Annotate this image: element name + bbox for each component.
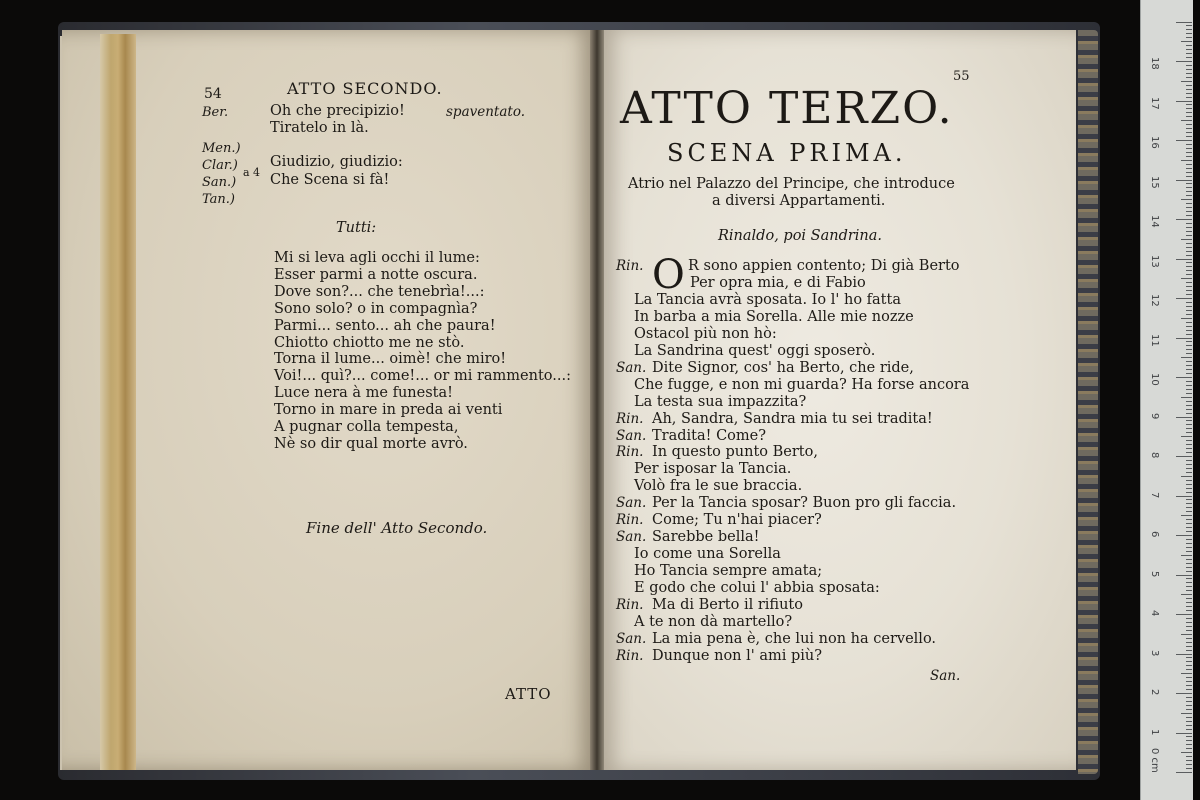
ruler-tick bbox=[1186, 37, 1192, 38]
ruler-tick bbox=[1176, 140, 1192, 141]
dialogue-line: La mia pena è, che lui non ha cervello. bbox=[652, 630, 937, 647]
ruler-tick bbox=[1186, 73, 1192, 74]
ruler-tick bbox=[1176, 772, 1192, 773]
ruler-tick bbox=[1186, 183, 1192, 184]
verse-line: A pugnar colla tempesta, bbox=[274, 419, 459, 435]
ruler-tick bbox=[1186, 270, 1192, 271]
ruler-tick bbox=[1186, 172, 1192, 173]
ruler-tick bbox=[1186, 488, 1192, 489]
act-title: ATTO TERZO. bbox=[620, 83, 954, 134]
ruler-tick bbox=[1186, 187, 1192, 188]
left-running-head: ATTO SECONDO. bbox=[287, 79, 443, 98]
ruler-number: 10 bbox=[1149, 373, 1160, 386]
ruler-tick bbox=[1186, 650, 1192, 651]
dialogue-speaker: Rin. bbox=[616, 647, 644, 664]
ruler-tick bbox=[1186, 405, 1192, 406]
ruler-number: 4 bbox=[1149, 610, 1160, 617]
ruler-tick bbox=[1186, 168, 1192, 169]
ruler-tick bbox=[1186, 274, 1192, 275]
verse-line: Parmi... sento... ah che paura! bbox=[274, 317, 496, 334]
ruler-tick bbox=[1186, 523, 1192, 524]
ruler-tick bbox=[1186, 247, 1192, 248]
ruler-tick bbox=[1186, 681, 1192, 682]
ruler-tick bbox=[1186, 468, 1192, 469]
drop-cap: O bbox=[652, 252, 685, 298]
ruler-tick bbox=[1186, 444, 1192, 445]
ruler-tick bbox=[1186, 460, 1192, 461]
dialogue-speaker: San. bbox=[616, 495, 647, 512]
ruler-tick bbox=[1186, 492, 1192, 493]
ruler-tick bbox=[1181, 357, 1192, 358]
ruler-tick bbox=[1181, 476, 1192, 477]
ruler-unit-label: 0 cm bbox=[1149, 748, 1160, 773]
ruler-tick bbox=[1186, 322, 1192, 323]
ruler-tick bbox=[1186, 255, 1192, 256]
ruler-tick bbox=[1176, 575, 1192, 576]
ruler-tick bbox=[1181, 673, 1192, 674]
ruler-tick bbox=[1186, 428, 1192, 429]
ruler-tick bbox=[1186, 661, 1192, 662]
dialogue-line: Io come una Sorella bbox=[634, 546, 781, 563]
dialogue-line: La testa sua impazzita? bbox=[634, 393, 807, 410]
ruler-tick bbox=[1186, 290, 1192, 291]
ruler-tick bbox=[1186, 551, 1192, 552]
ruler-tick bbox=[1186, 511, 1192, 512]
ruler-tick bbox=[1186, 266, 1192, 267]
ruler-tick bbox=[1186, 725, 1192, 726]
ruler-tick bbox=[1186, 294, 1192, 295]
ruler-tick bbox=[1186, 638, 1192, 639]
setting-line-1: Atrio nel Palazzo del Principe, che introduce bbox=[628, 176, 955, 192]
ruler-tick bbox=[1186, 657, 1192, 658]
ruler-tick bbox=[1186, 235, 1192, 236]
ruler-tick bbox=[1186, 215, 1192, 216]
ruler-tick bbox=[1186, 677, 1192, 678]
ruler-tick bbox=[1186, 424, 1192, 425]
ruler-tick bbox=[1176, 298, 1192, 299]
ruler-tick bbox=[1186, 124, 1192, 125]
ruler-tick bbox=[1181, 634, 1192, 635]
speaker-tan: Tan.) bbox=[202, 192, 235, 207]
ruler-tick bbox=[1186, 326, 1192, 327]
ruler-tick bbox=[1186, 29, 1192, 30]
chorus-line-2: Che Scena si fà! bbox=[270, 172, 390, 188]
ruler-tick bbox=[1186, 626, 1192, 627]
ruler-tick bbox=[1186, 744, 1192, 745]
ruler-tick bbox=[1176, 101, 1192, 102]
ruler-tick bbox=[1186, 25, 1192, 26]
ruler-number: 15 bbox=[1149, 175, 1160, 189]
chorus-line-1: Giudizio, giudizio: bbox=[270, 154, 403, 170]
ruler-tick bbox=[1186, 559, 1192, 560]
ruler-tick bbox=[1186, 223, 1192, 224]
dialogue-line: Ho Tancia sempre amata; bbox=[634, 563, 823, 580]
ruler-tick bbox=[1176, 180, 1192, 181]
ruler-tick bbox=[1181, 713, 1192, 714]
ruler-number: 14 bbox=[1149, 215, 1160, 228]
a4-mark: a 4 bbox=[243, 166, 261, 179]
left-page-fore-edge bbox=[100, 34, 136, 770]
ruler-tick bbox=[1181, 397, 1192, 398]
verse-line: Luce nera à me funesta! bbox=[274, 385, 453, 402]
ruler-tick bbox=[1176, 61, 1192, 62]
setting-line-2: a diversi Appartamenti. bbox=[712, 193, 886, 209]
ruler-number: 6 bbox=[1149, 531, 1160, 538]
verse-line: Chiotto chiotto me ne stò. bbox=[274, 334, 465, 351]
dialogue-speaker: Rin. bbox=[616, 444, 644, 461]
book-gutter bbox=[590, 30, 604, 770]
ruler-tick bbox=[1186, 760, 1192, 761]
left-catchword: ATTO bbox=[505, 685, 552, 703]
dialogue-line: Che fugge, e non mi guarda? Ha forse ancora bbox=[634, 376, 970, 393]
ruler-tick bbox=[1186, 108, 1192, 109]
ruler-tick bbox=[1181, 752, 1192, 753]
ruler-tick bbox=[1186, 389, 1192, 390]
ruler-tick bbox=[1181, 239, 1192, 240]
speaker-men: Men.) bbox=[202, 141, 241, 156]
ruler-tick bbox=[1186, 97, 1192, 98]
ruler-tick bbox=[1181, 41, 1192, 42]
ruler-tick bbox=[1186, 531, 1192, 532]
ruler-tick bbox=[1186, 709, 1192, 710]
ruler-tick bbox=[1186, 152, 1192, 153]
line-tiratelo: Tiratelo in là. bbox=[270, 120, 369, 136]
ruler-tick bbox=[1186, 353, 1192, 354]
ruler-tick bbox=[1186, 334, 1192, 335]
ruler-tick bbox=[1186, 432, 1192, 433]
dialogue-line: Per opra mia, e di Fabio bbox=[690, 274, 866, 291]
ruler-tick bbox=[1186, 116, 1192, 117]
ruler-tick bbox=[1186, 582, 1192, 583]
ruler-tick bbox=[1186, 148, 1192, 149]
verse-line: Sono solo? o in compagnìa? bbox=[274, 300, 478, 317]
ruler-tick bbox=[1186, 77, 1192, 78]
ruler-tick bbox=[1186, 736, 1192, 737]
ruler-tick bbox=[1186, 563, 1192, 564]
ruler-tick bbox=[1186, 748, 1192, 749]
ruler-tick bbox=[1186, 602, 1192, 603]
ruler-tick bbox=[1186, 543, 1192, 544]
ruler-tick bbox=[1186, 689, 1192, 690]
ruler-tick bbox=[1176, 377, 1192, 378]
ruler-tick bbox=[1186, 519, 1192, 520]
ruler-tick bbox=[1181, 199, 1192, 200]
dialogue-line: Ma di Berto il rifiuto bbox=[652, 597, 803, 613]
verse-line: Torno in mare in preda ai venti bbox=[274, 402, 503, 419]
ruler-tick bbox=[1181, 594, 1192, 595]
cover-marbled-edge bbox=[1078, 30, 1098, 774]
ruler-number: 17 bbox=[1149, 96, 1160, 110]
ruler-tick bbox=[1186, 665, 1192, 666]
ruler-tick bbox=[1186, 472, 1192, 473]
scene-title: SCENA PRIMA. bbox=[667, 139, 907, 167]
ruler-tick bbox=[1186, 227, 1192, 228]
dialogue-line: E godo che colui l' abbia sposata: bbox=[634, 580, 880, 597]
dialogue-speaker: San. bbox=[616, 630, 647, 647]
ruler-tick bbox=[1186, 306, 1192, 307]
ruler-tick bbox=[1186, 539, 1192, 540]
ruler-tick bbox=[1186, 622, 1192, 623]
verse-line: Torna il lume... oimè! che miro! bbox=[274, 351, 507, 368]
ruler-tick bbox=[1181, 436, 1192, 437]
ruler-tick bbox=[1186, 310, 1192, 311]
verse-line: Dove son?... che tenebrìa!...: bbox=[274, 283, 485, 300]
ruler-number: 12 bbox=[1149, 294, 1160, 307]
ruler-tick bbox=[1186, 606, 1192, 607]
ruler-tick bbox=[1181, 318, 1192, 319]
ruler-tick bbox=[1186, 282, 1192, 283]
dialogue-line: Per la Tancia sposar? Buon pro gli faccia. bbox=[652, 495, 957, 512]
ruler-tick bbox=[1186, 480, 1192, 481]
ruler-tick bbox=[1186, 349, 1192, 350]
right-catchword: San. bbox=[930, 668, 961, 684]
ruler-tick bbox=[1186, 413, 1192, 414]
ruler-tick bbox=[1186, 618, 1192, 619]
ruler-tick bbox=[1186, 156, 1192, 157]
ruler-tick bbox=[1186, 452, 1192, 453]
dialogue-line: Dite Signor, cos' ha Berto, che ride, bbox=[652, 359, 914, 376]
ruler-tick bbox=[1181, 160, 1192, 161]
ruler-tick bbox=[1186, 484, 1192, 485]
ruler-tick bbox=[1186, 128, 1192, 129]
ruler-tick bbox=[1186, 132, 1192, 133]
ruler-tick bbox=[1181, 555, 1192, 556]
ruler-tick bbox=[1186, 49, 1192, 50]
ruler-tick bbox=[1186, 768, 1192, 769]
stage-direction: spaventato. bbox=[446, 104, 526, 120]
ruler-tick bbox=[1186, 112, 1192, 113]
dialogue-line: In barba a mia Sorella. Alle mie nozze bbox=[634, 308, 914, 325]
dialogue-line: Dunque non l' ami più? bbox=[652, 647, 823, 664]
ruler-tick bbox=[1186, 669, 1192, 670]
ruler-tick bbox=[1186, 507, 1192, 508]
ruler-tick bbox=[1186, 756, 1192, 757]
ruler-tick bbox=[1186, 401, 1192, 402]
verse-line: Voi!... quì?... come!... or mi rammento...: bbox=[274, 368, 571, 385]
left-page-number: 54 bbox=[204, 86, 222, 102]
ruler-tick bbox=[1186, 385, 1192, 386]
ruler-tick bbox=[1186, 369, 1192, 370]
ruler-tick bbox=[1176, 693, 1192, 694]
ruler-tick bbox=[1176, 22, 1192, 23]
ruler-tick bbox=[1186, 646, 1192, 647]
ruler-tick bbox=[1186, 203, 1192, 204]
ruler-tick bbox=[1186, 610, 1192, 611]
dialogue-speaker: Rin. bbox=[616, 512, 644, 529]
dialogue-line: Ostacol più non hò: bbox=[634, 325, 777, 342]
ruler-tick bbox=[1186, 57, 1192, 58]
ruler-tick bbox=[1186, 499, 1192, 500]
ruler-tick bbox=[1186, 527, 1192, 528]
dialogue-line: Tradita! Come? bbox=[652, 427, 767, 444]
ruler-tick bbox=[1186, 330, 1192, 331]
ruler-tick bbox=[1186, 251, 1192, 252]
speaker-ber: Ber. bbox=[202, 105, 229, 120]
fine-atto-secondo: Fine dell' Atto Secondo. bbox=[306, 519, 488, 537]
ruler-tick bbox=[1186, 164, 1192, 165]
ruler-number: 3 bbox=[1149, 649, 1160, 656]
ruler-tick bbox=[1186, 93, 1192, 94]
characters-line: Rinaldo, poi Sandrina. bbox=[718, 228, 883, 244]
ruler-tick bbox=[1186, 104, 1192, 105]
ruler-tick bbox=[1186, 393, 1192, 394]
ruler-tick bbox=[1186, 547, 1192, 548]
ruler-tick bbox=[1176, 259, 1192, 260]
dialogue-line: R sono appien contento; Di già Berto bbox=[688, 258, 960, 274]
ruler-tick bbox=[1186, 721, 1192, 722]
right-page-number: 55 bbox=[953, 69, 970, 84]
ruler-tick bbox=[1186, 567, 1192, 568]
ruler-tick bbox=[1176, 219, 1192, 220]
ruler-tick bbox=[1186, 53, 1192, 54]
tutti-heading: Tutti: bbox=[336, 220, 377, 236]
ruler-tick bbox=[1176, 456, 1192, 457]
verse-line: Esser parmi a notte oscura. bbox=[274, 266, 478, 283]
ruler-number: 13 bbox=[1149, 254, 1160, 268]
ruler-tick bbox=[1186, 45, 1192, 46]
ruler-tick bbox=[1186, 685, 1192, 686]
ruler-tick bbox=[1176, 417, 1192, 418]
ruler-number: 1 bbox=[1149, 728, 1160, 735]
dialogue-line: Sarebbe bella! bbox=[652, 529, 760, 546]
ruler-tick bbox=[1186, 176, 1192, 177]
ruler-number: 7 bbox=[1149, 491, 1160, 498]
dialogue-line: Come; Tu n'hai piacer? bbox=[652, 512, 822, 529]
ruler-tick bbox=[1186, 440, 1192, 441]
ruler-tick bbox=[1181, 120, 1192, 121]
ruler-tick bbox=[1186, 191, 1192, 192]
ruler-tick bbox=[1186, 144, 1192, 145]
ruler-tick bbox=[1186, 598, 1192, 599]
ruler-tick bbox=[1186, 590, 1192, 591]
ruler-tick bbox=[1186, 642, 1192, 643]
ruler-tick bbox=[1186, 764, 1192, 765]
ruler-tick bbox=[1176, 733, 1192, 734]
ruler-tick bbox=[1186, 302, 1192, 303]
dialogue-speaker: San. bbox=[616, 359, 647, 376]
dialogue-line: A te non dà martello? bbox=[634, 613, 793, 630]
ruler-tick bbox=[1186, 65, 1192, 66]
ruler-tick bbox=[1186, 69, 1192, 70]
dialogue-speaker: Rin. bbox=[616, 597, 644, 613]
dialogue-speaker: San. bbox=[616, 529, 647, 546]
verse-line: Mi si leva agli occhi il lume: bbox=[274, 250, 480, 266]
ruler-tick bbox=[1186, 717, 1192, 718]
ruler-tick bbox=[1186, 701, 1192, 702]
ruler-tick bbox=[1186, 231, 1192, 232]
ruler-tick bbox=[1186, 373, 1192, 374]
ruler-tick bbox=[1186, 89, 1192, 90]
line-oh-che-precipizio: Oh che precipizio! bbox=[270, 103, 405, 119]
ruler-tick bbox=[1186, 365, 1192, 366]
dialogue-line: Volò fra le sue braccia. bbox=[634, 478, 803, 495]
ruler-tick bbox=[1186, 243, 1192, 244]
ruler-tick bbox=[1186, 448, 1192, 449]
ruler-tick bbox=[1186, 195, 1192, 196]
dialogue-line: La Tancia avrà sposata. Io l' ho fatta bbox=[634, 291, 901, 308]
ruler-tick bbox=[1186, 314, 1192, 315]
ruler-number: 8 bbox=[1149, 452, 1160, 459]
ruler-number: 18 bbox=[1149, 57, 1160, 70]
dialogue-speaker: Rin. bbox=[616, 258, 644, 274]
ruler-tick bbox=[1186, 286, 1192, 287]
speaker-san: San.) bbox=[202, 175, 237, 190]
ruler-tick bbox=[1186, 729, 1192, 730]
ruler-tick bbox=[1176, 535, 1192, 536]
dialogue-line: La Sandrina quest' oggi sposerò. bbox=[634, 342, 876, 359]
ruler-tick bbox=[1176, 654, 1192, 655]
ruler-tick bbox=[1186, 464, 1192, 465]
ruler-tick bbox=[1186, 381, 1192, 382]
ruler-number: 9 bbox=[1149, 412, 1160, 419]
speaker-clar: Clar.) bbox=[202, 158, 238, 173]
ruler-tick bbox=[1181, 81, 1192, 82]
ruler-tick bbox=[1186, 571, 1192, 572]
dialogue-line: In questo punto Berto, bbox=[652, 444, 818, 461]
ruler-tick bbox=[1176, 496, 1192, 497]
ruler-tick bbox=[1186, 420, 1192, 421]
ruler-tick bbox=[1186, 578, 1192, 579]
ruler-number: 11 bbox=[1149, 333, 1160, 347]
ruler-tick bbox=[1186, 345, 1192, 346]
ruler-tick bbox=[1186, 33, 1192, 34]
verse-line: Nè so dir qual morte avrò. bbox=[274, 435, 468, 452]
ruler-tick bbox=[1186, 697, 1192, 698]
dialogue-speaker: Rin. bbox=[616, 410, 644, 427]
ruler-tick bbox=[1181, 515, 1192, 516]
ruler-tick bbox=[1186, 740, 1192, 741]
dialogue-line: Ah, Sandra, Sandra mia tu sei tradita! bbox=[652, 410, 933, 427]
ruler-tick bbox=[1176, 614, 1192, 615]
ruler-tick bbox=[1186, 361, 1192, 362]
ruler-tick bbox=[1186, 586, 1192, 587]
ruler-tick bbox=[1186, 85, 1192, 86]
ruler-tick bbox=[1186, 503, 1192, 504]
ruler-tick bbox=[1186, 409, 1192, 410]
ruler-number: 2 bbox=[1149, 689, 1160, 696]
ruler-tick bbox=[1186, 705, 1192, 706]
ruler-number: 5 bbox=[1149, 570, 1160, 577]
ruler-tick bbox=[1181, 278, 1192, 279]
dialogue-speaker: San. bbox=[616, 427, 647, 444]
ruler-tick bbox=[1186, 211, 1192, 212]
ruler-tick bbox=[1186, 341, 1192, 342]
ruler-tick bbox=[1176, 338, 1192, 339]
ruler-tick bbox=[1186, 262, 1192, 263]
ruler-tick bbox=[1186, 136, 1192, 137]
ruler-tick bbox=[1186, 207, 1192, 208]
dialogue-line: Per isposar la Tancia. bbox=[634, 461, 792, 478]
ruler-number: 16 bbox=[1149, 136, 1160, 149]
ruler-tick bbox=[1186, 630, 1192, 631]
